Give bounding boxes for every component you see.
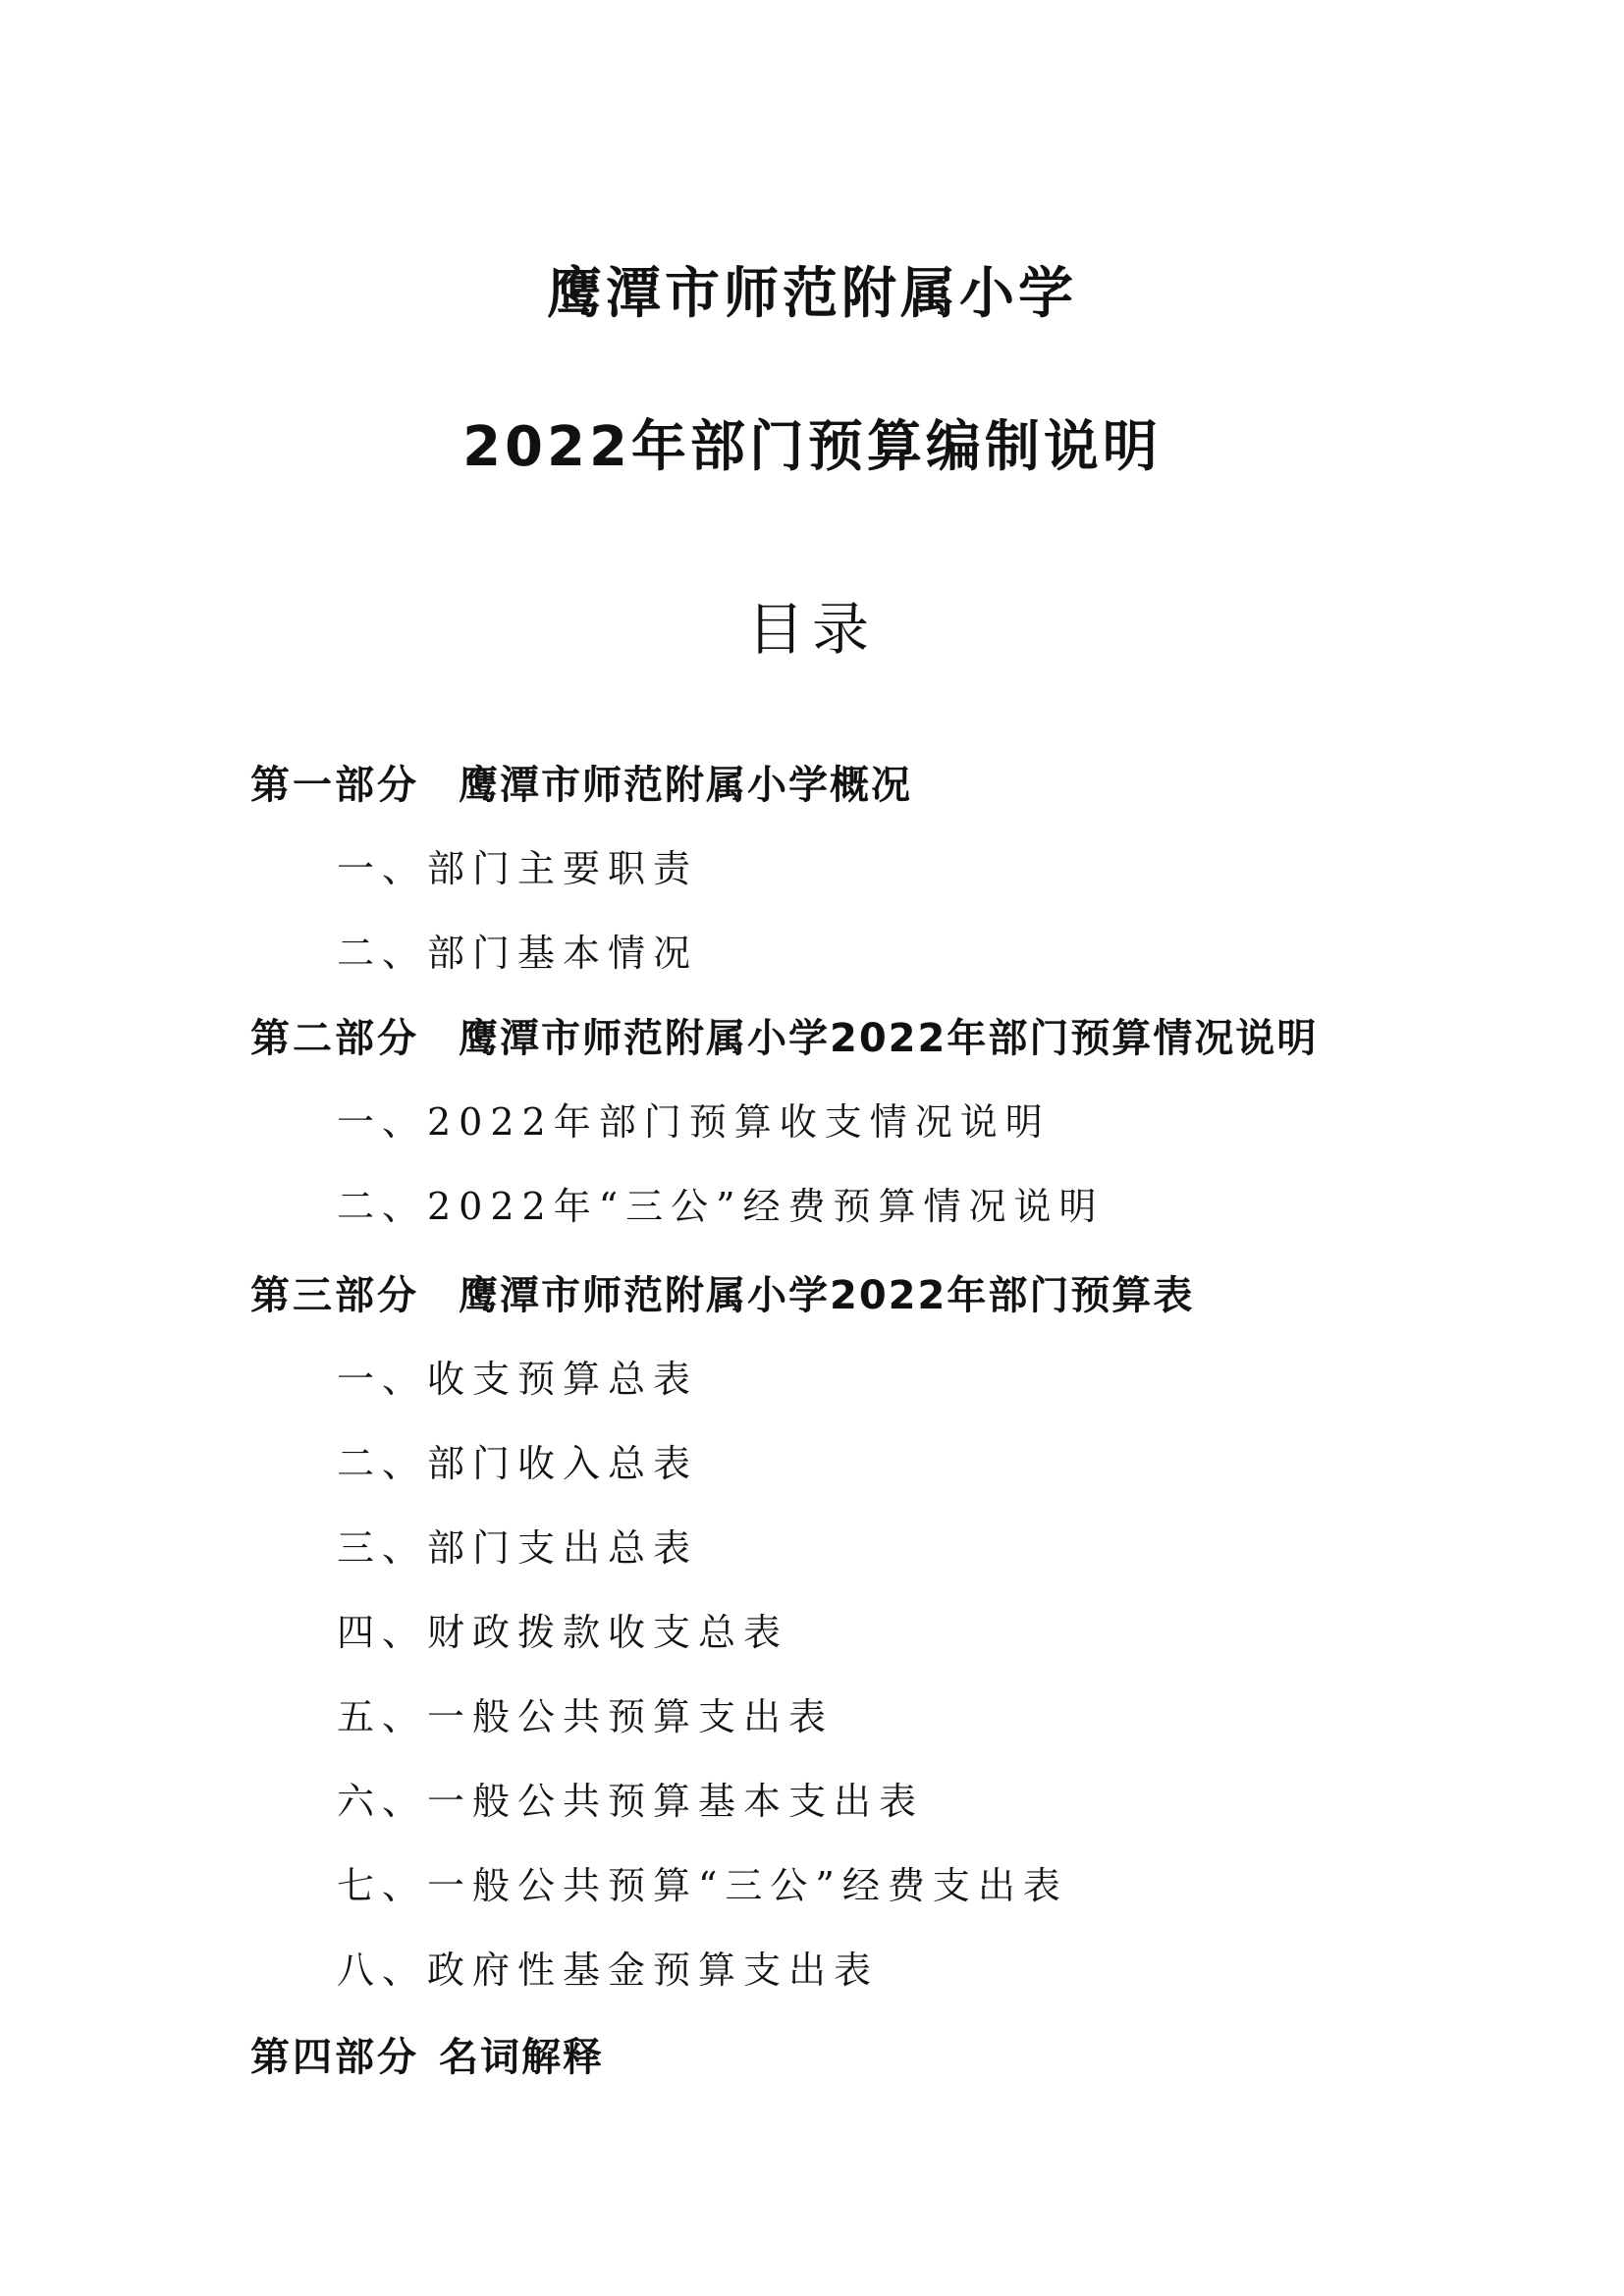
toc-item[interactable]: 六、一般公共预算基本支出表: [337, 1780, 925, 1823]
toc-part-number: 第二部分: [250, 1016, 419, 1061]
document-title-line1: 鹰潭市师范附属小学: [547, 262, 1077, 326]
toc-item[interactable]: 一、2022年部门预算收支情况说明: [337, 1100, 1051, 1144]
toc-item[interactable]: 一、收支预算总表: [337, 1358, 699, 1401]
toc-item[interactable]: 八、政府性基金预算支出表: [337, 1949, 880, 1992]
toc-part-4[interactable]: [250, 2035, 604, 2080]
toc-part-number: 第一部分: [250, 763, 419, 808]
toc-item[interactable]: 四、财政拨款收支总表: [337, 1611, 789, 1654]
toc-part-3[interactable]: [250, 1273, 1195, 1318]
toc-item[interactable]: 二、部门基本情况: [337, 932, 699, 975]
toc-part-1[interactable]: [250, 763, 912, 808]
toc-part-number: 第四部分: [250, 2035, 419, 2080]
toc-item[interactable]: 五、一般公共预算支出表: [337, 1695, 835, 1738]
toc-item[interactable]: 一、部门主要职责: [337, 847, 699, 890]
toc-part-title: 名词解释: [439, 2035, 604, 2080]
toc-part-number: 第三部分: [250, 1273, 419, 1318]
toc-item[interactable]: 二、部门收入总表: [337, 1442, 699, 1485]
toc-heading: 目录: [746, 596, 877, 663]
toc-item[interactable]: 二、2022年“三公”经费预算情况说明: [337, 1185, 1105, 1228]
toc-part-title: 鹰潭市师范附属小学2022年部门预算情况说明: [459, 1016, 1319, 1061]
toc-part-title: 鹰潭市师范附属小学2022年部门预算表: [459, 1273, 1195, 1318]
toc-item[interactable]: 三、部门支出总表: [337, 1526, 699, 1570]
toc-part-title: 鹰潭市师范附属小学概况: [459, 763, 912, 808]
toc-item[interactable]: 七、一般公共预算“三公”经费支出表: [337, 1864, 1068, 1907]
document-title-line2: 2022年部门预算编制说明: [462, 415, 1162, 479]
toc-part-2[interactable]: [250, 1016, 1319, 1061]
